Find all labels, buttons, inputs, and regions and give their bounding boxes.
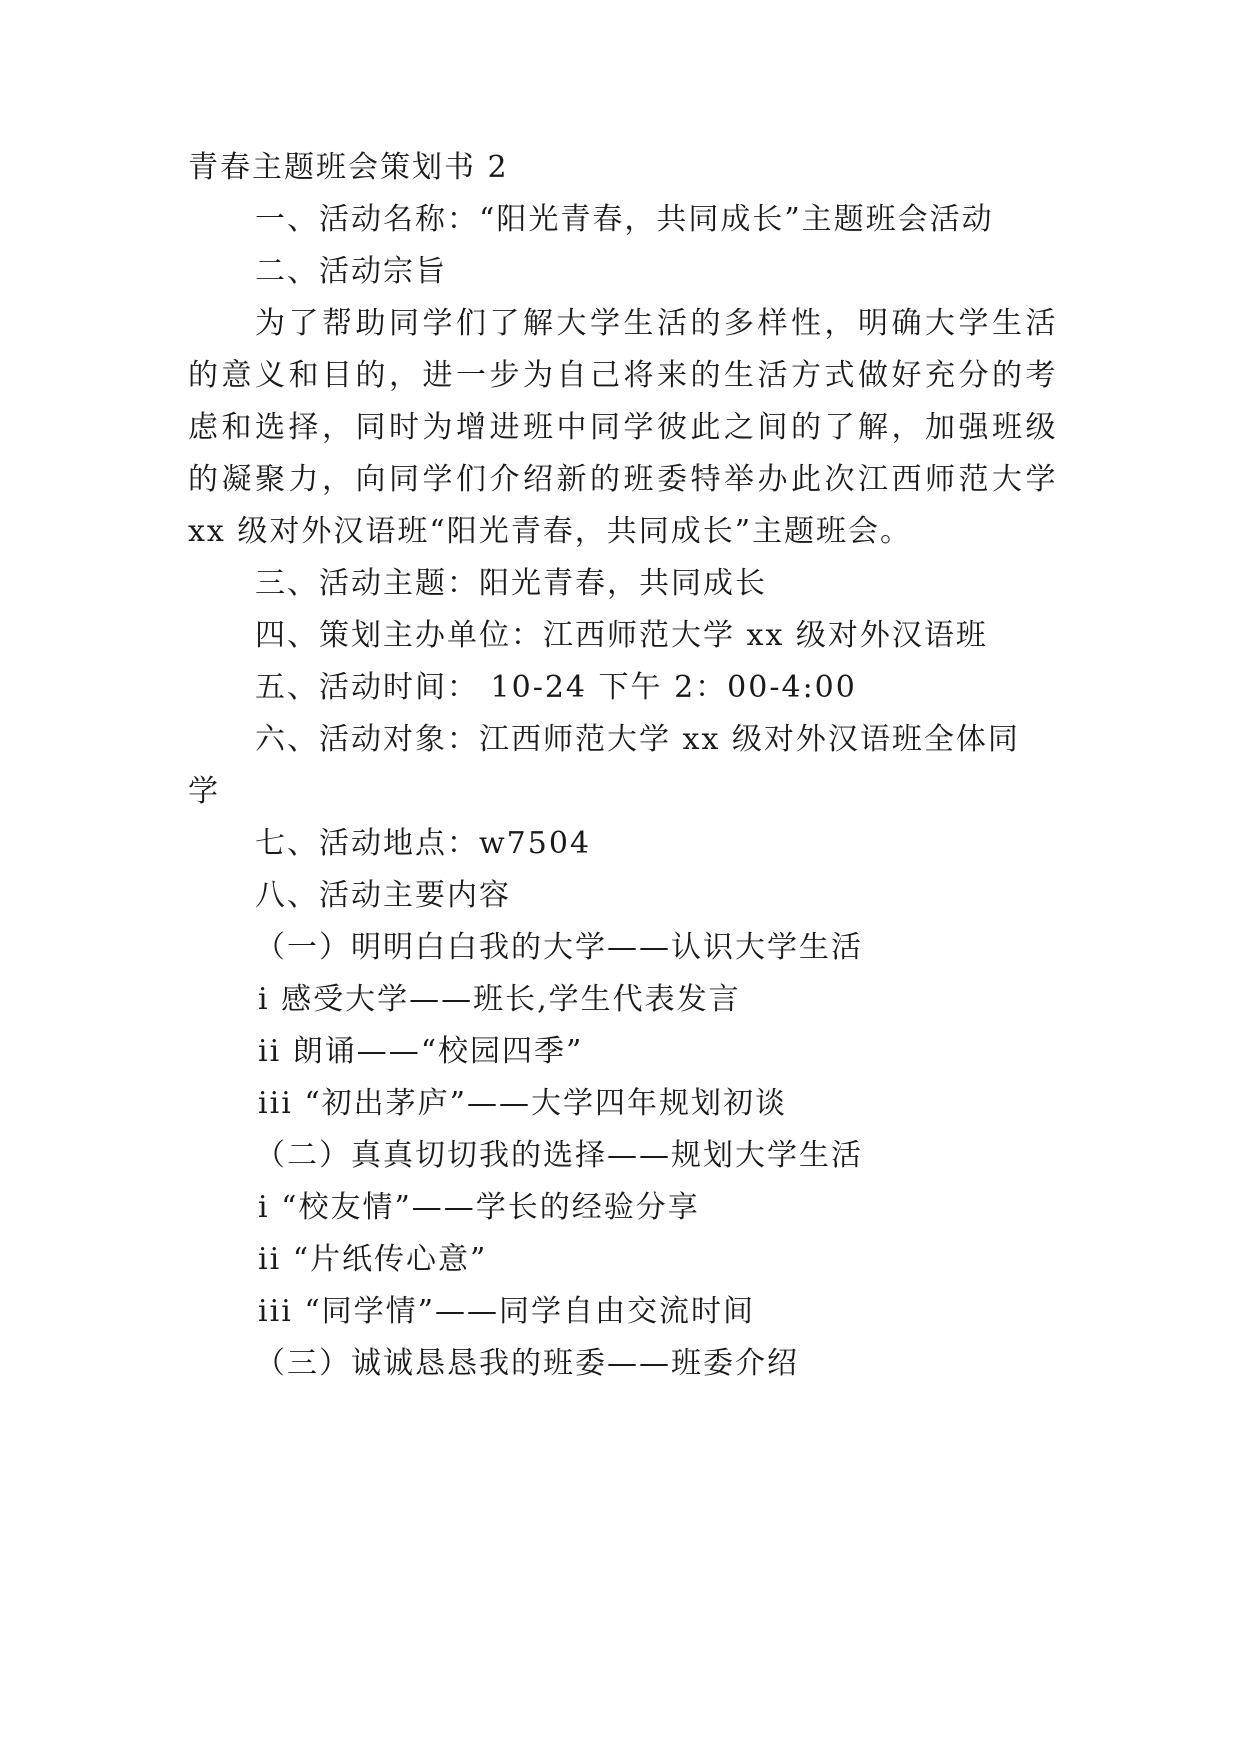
section-audience-continued: 学 [188, 774, 220, 809]
section-time: 五、活动时间： 10-24 下午 2：00-4:00 [255, 670, 857, 705]
list-item: ii 朗诵——“校园四季” [258, 1034, 584, 1069]
purpose-paragraph-line: 虑和选择，同时为增进班中同学彼此之间的了解，加强班级 [188, 410, 1059, 445]
purpose-paragraph-line: 的凝聚力，向同学们介绍新的班委特举办此次江西师范大学 [188, 462, 1059, 497]
section-activity-name: 一、活动名称：“阳光青春，共同成长”主题班会活动 [255, 202, 994, 237]
purpose-paragraph-line: xx 级对外汉语班“阳光青春，共同成长”主题班会。 [188, 514, 913, 549]
section-theme: 三、活动主题：阳光青春，共同成长 [255, 566, 767, 601]
section-purpose-heading: 二、活动宗旨 [255, 254, 447, 289]
list-item: ii “片纸传心意” [258, 1242, 488, 1277]
list-item: iii “初出茅庐”——大学四年规划初谈 [258, 1086, 787, 1121]
document-title: 青春主题班会策划书 2 [188, 150, 509, 185]
list-item: i 感受大学——班长,学生代表发言 [258, 982, 741, 1017]
purpose-paragraph-line: 的意义和目的，进一步为自己将来的生活方式做好充分的考 [188, 358, 1059, 393]
section-organizer: 四、策划主办单位：江西师范大学 xx 级对外汉语班 [255, 618, 988, 653]
section-main-content-heading: 八、活动主要内容 [255, 878, 511, 913]
part-three-heading: （三）诚诚恳恳我的班委——班委介绍 [255, 1346, 799, 1381]
purpose-paragraph-line: 为了帮助同学们了解大学生活的多样性，明确大学生活 [255, 306, 1059, 341]
part-two-heading: （二）真真切切我的选择——规划大学生活 [255, 1138, 863, 1173]
list-item: i “校友情”——学长的经验分享 [258, 1190, 700, 1225]
section-location: 七、活动地点：w7504 [255, 826, 592, 861]
part-one-heading: （一）明明白白我的大学——认识大学生活 [255, 930, 863, 965]
list-item: iii “同学情”——同学自由交流时间 [258, 1294, 755, 1329]
section-audience: 六、活动对象：江西师范大学 xx 级对外汉语班全体同 [255, 722, 1020, 757]
